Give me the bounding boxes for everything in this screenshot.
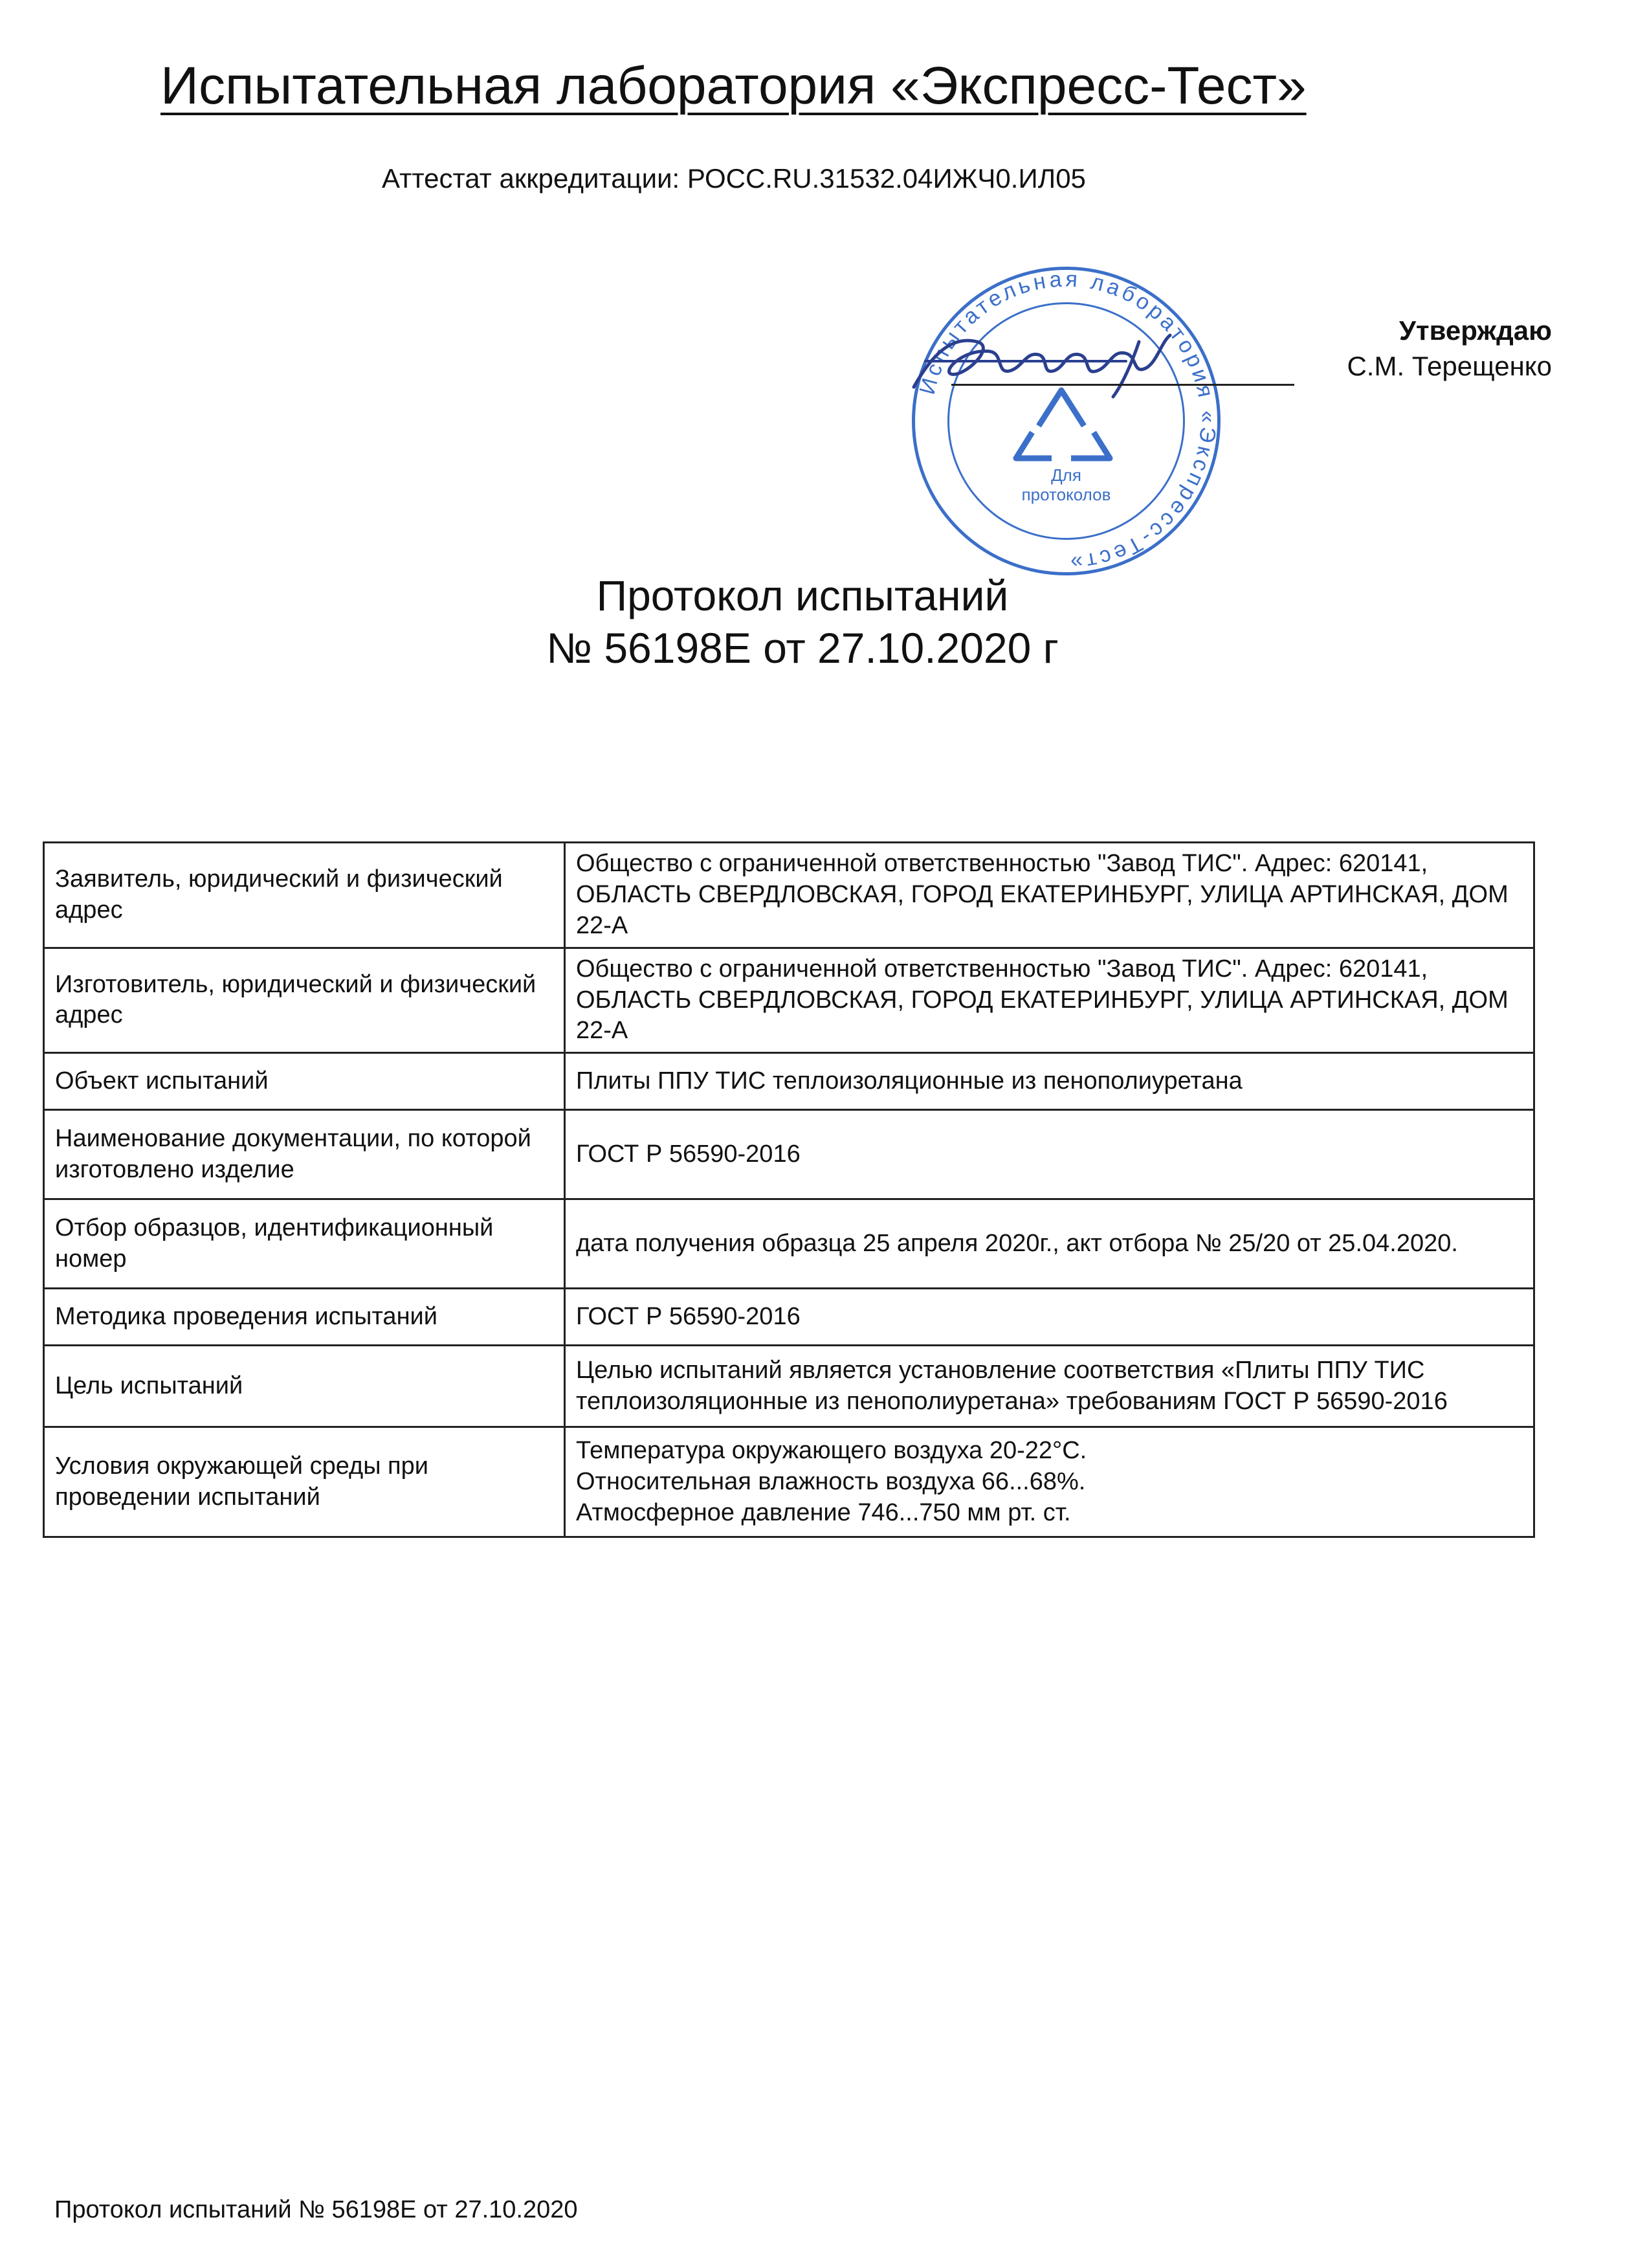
seal-center-line2: протоколов (1021, 485, 1111, 504)
approval-title: Утверждаю (1398, 315, 1552, 346)
table-row (44, 948, 1534, 1053)
table-row (44, 1346, 1534, 1427)
row-value: ГОСТ Р 56590-2016 (565, 1289, 1534, 1346)
row-value: Общество с ограниченной ответственностью "Завод ТИС". Адрес: 620141, ОБЛАСТЬ СВЕРДЛОВСКАЯ, ГОРОД ЕКАТЕРИНБУРГ, УЛИЦА АРТИНСКАЯ, ДОМ 22-А (565, 948, 1534, 1053)
signature (906, 316, 1178, 406)
table-row (44, 1110, 1534, 1199)
row-value: Температура окружающего воздуха 20-22°С. Относительная влажность воздуха 66...68%. Атмосферное давление 746...750 мм рт. ст. (565, 1427, 1534, 1537)
row-label: Условия окружающей среды при проведении испытаний (44, 1427, 565, 1537)
table-row (44, 1289, 1534, 1346)
row-value: Общество с ограниченной ответственностью "Завод ТИС". Адрес: 620141, ОБЛАСТЬ СВЕРДЛОВСКАЯ, ГОРОД ЕКАТЕРИНБУРГ, УЛИЦА АРТИНСКАЯ, ДОМ 22-А (565, 843, 1534, 948)
row-label: Методика проведения испытаний (44, 1289, 565, 1346)
row-value: ГОСТ Р 56590-2016 (565, 1110, 1534, 1199)
lab-seal (909, 264, 1223, 578)
row-label: Объект испытаний (44, 1053, 565, 1110)
table-row (44, 843, 1534, 948)
seal-center-line1: Для (1051, 465, 1081, 485)
seal-ring-text: Испытательная лаборатория «Экспресс-Тест» (914, 267, 1221, 575)
row-value: Плиты ППУ ТИС теплоизоляционные из пенополиуретана (565, 1053, 1534, 1110)
row-label: Отбор образцов, идентификационный номер (44, 1199, 565, 1289)
table-row (44, 1053, 1534, 1110)
lab-title: Испытательная лаборатория «Экспресс-Тест» (160, 56, 1307, 115)
protocol-number: № 56198Е от 27.10.2020 г (546, 623, 1059, 672)
accreditation-number: Аттестат аккредитации: РОСС.RU.31532.04ИЖЧ0.ИЛ05 (382, 163, 1086, 194)
approver-name: С.М. Терещенко (1347, 350, 1552, 381)
page-footer: Протокол испытаний № 56198Е от 27.10.2020 (54, 2196, 578, 2223)
protocol-info-table (43, 841, 1535, 1538)
approval-block (1347, 313, 1552, 384)
table-row (44, 1427, 1534, 1537)
protocol-title: Протокол испытаний (596, 572, 1009, 619)
protocol-heading (0, 570, 1605, 674)
row-value: Целью испытаний является установление соответствия «Плиты ППУ ТИС теплоизоляционные из пенополиуретана» требованиям ГОСТ Р 56590-2016 (565, 1346, 1534, 1427)
row-label: Изготовитель, юридический и физический адрес (44, 948, 565, 1053)
row-value: дата получения образца 25 апреля 2020г., акт отбора № 25/20 от 25.04.2020. (565, 1199, 1534, 1289)
row-label: Заявитель, юридический и физический адрес (44, 843, 565, 948)
row-label: Наименование документации, по которой изготовлено изделие (44, 1110, 565, 1199)
table-row (44, 1199, 1534, 1289)
signature-line (951, 384, 1294, 386)
row-label: Цель испытаний (44, 1346, 565, 1427)
